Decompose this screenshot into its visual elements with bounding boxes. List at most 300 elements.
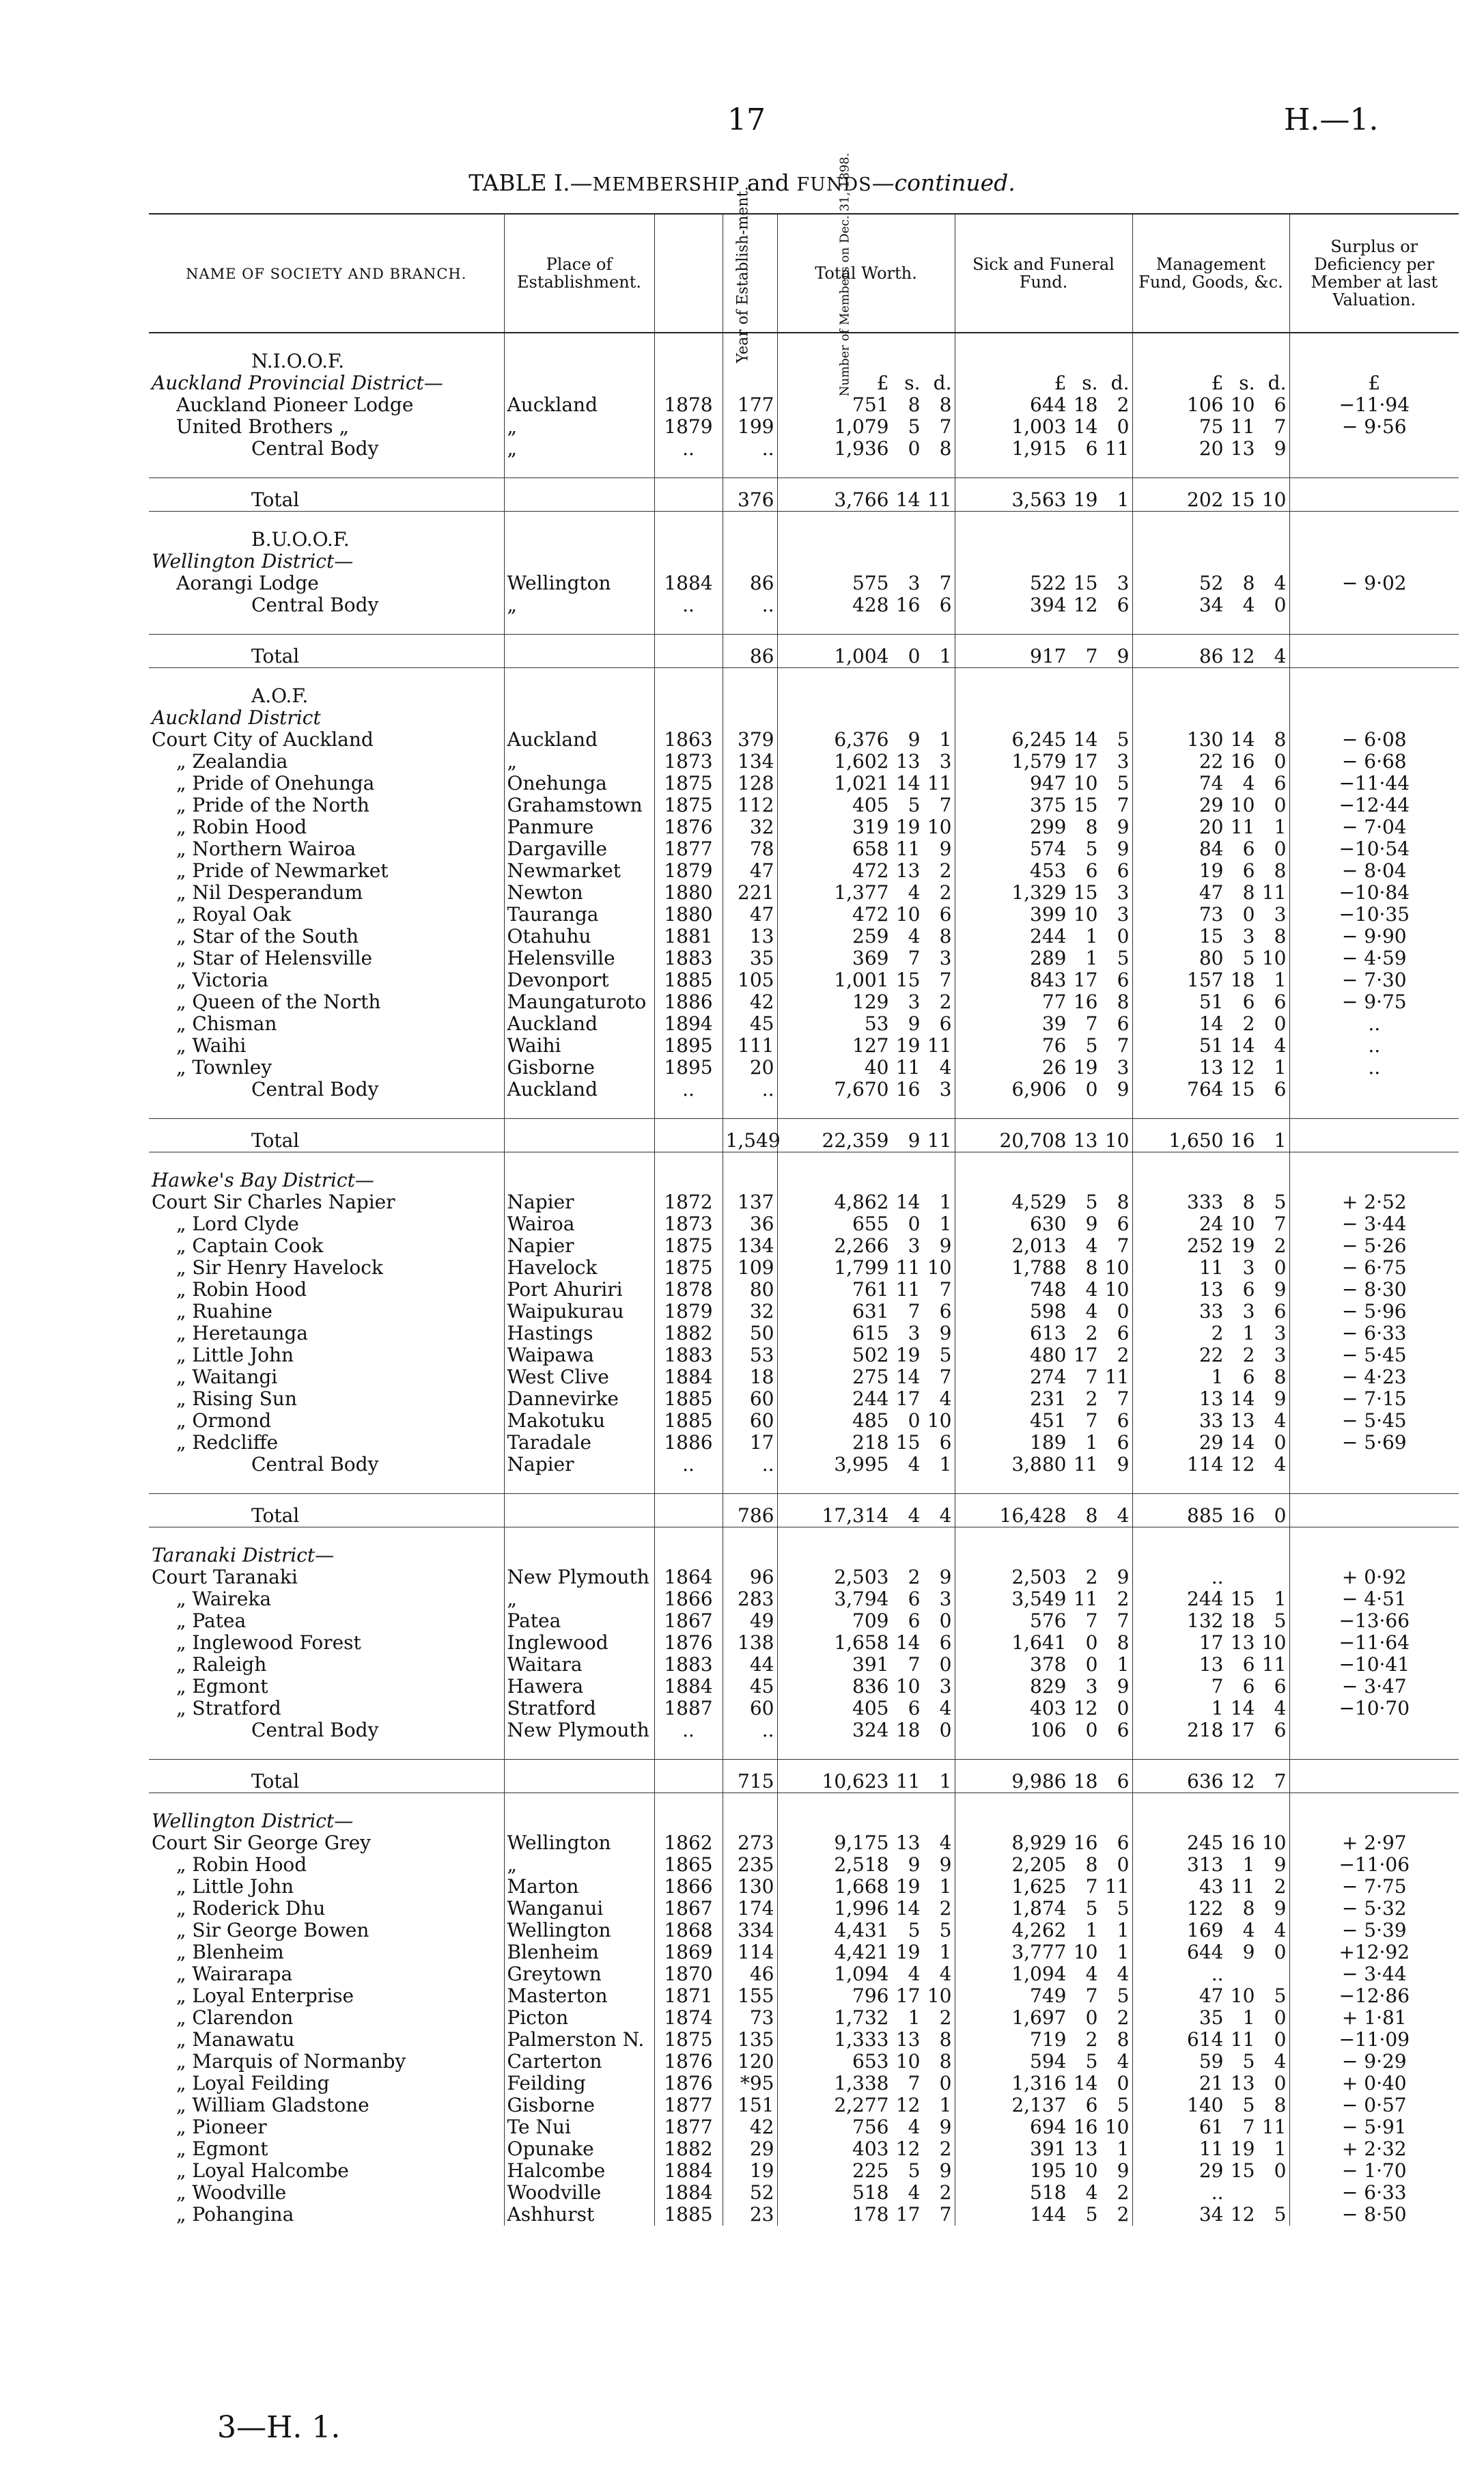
sick-funeral-fund-shillings: 2 xyxy=(1085,1322,1098,1344)
surplus-deficiency: − 4·51 xyxy=(1289,1588,1459,1610)
sick-funeral-fund-shillings: 9 xyxy=(1085,1213,1098,1235)
total-row xyxy=(149,478,1459,511)
management-fund-shillings: 8 xyxy=(1242,1897,1255,1920)
total-worth xyxy=(777,1410,955,1432)
total-row xyxy=(149,1493,1459,1527)
total-worth-pounds: 7,670 xyxy=(834,1078,889,1101)
total-worth-sum-pence: 4 xyxy=(939,1504,952,1527)
management-fund-pence: 10 xyxy=(1261,1631,1287,1654)
total-worth xyxy=(777,1676,955,1698)
management-fund-pence: 6 xyxy=(1274,1078,1287,1101)
surplus-deficiency: + 2·32 xyxy=(1289,2138,1459,2160)
sick-funeral-fund-pence: 9 xyxy=(1117,1566,1130,1588)
management-fund-pounds: 84 xyxy=(1199,838,1224,860)
place: Devonport xyxy=(504,969,654,991)
members: 20 xyxy=(723,1057,777,1079)
sick-funeral-fund xyxy=(955,1920,1132,1941)
management-fund-pence: 4 xyxy=(1274,1453,1287,1476)
management-fund-pence: 4 xyxy=(1274,1034,1287,1057)
total-worth-shillings: 4 xyxy=(908,925,921,947)
total-worth-pounds: 2,503 xyxy=(834,1566,889,1588)
management-fund xyxy=(1132,394,1289,416)
sick-funeral-fund-pence: 2 xyxy=(1117,2006,1130,2029)
total-worth xyxy=(777,1454,955,1476)
management-fund-pounds: 20 xyxy=(1199,437,1224,460)
sick-funeral-fund-shillings: 10 xyxy=(1073,772,1098,794)
total-worth-pence: 10 xyxy=(927,1984,952,2007)
sick-funeral-fund xyxy=(955,1235,1132,1257)
total-worth-pounds: 324 xyxy=(852,1719,889,1741)
members: 45 xyxy=(723,1676,777,1698)
management-fund-shillings: 1 xyxy=(1242,1853,1255,1876)
total-worth-shillings: 6 xyxy=(908,1609,921,1632)
total-worth-sum-pounds: 22,359 xyxy=(822,1129,889,1152)
total-worth xyxy=(777,1920,955,1941)
sick-funeral-fund-shillings: 5 xyxy=(1085,838,1098,860)
place: Masterton xyxy=(504,1985,654,2007)
year: 1887 xyxy=(654,1698,723,1719)
total-mgmt-sum-pence: 4 xyxy=(1274,644,1287,667)
table-row xyxy=(149,816,1459,838)
surplus-deficiency: −11·94 xyxy=(1289,394,1459,416)
total-worth-sum xyxy=(777,478,955,511)
management-fund-pounds: 13 xyxy=(1199,1653,1224,1676)
sick-funeral-fund-pounds: 644 xyxy=(1030,393,1067,416)
total-worth-shillings: 15 xyxy=(895,969,921,991)
district-name: Taranaki District— xyxy=(152,1544,335,1566)
sick-funeral-fund xyxy=(955,1876,1132,1898)
management-fund xyxy=(1132,2138,1289,2160)
sick-funeral-fund-pounds: 3,777 xyxy=(1011,1941,1067,1963)
total-worth-pence: 10 xyxy=(927,1256,952,1279)
management-fund-shillings: 16 xyxy=(1230,750,1255,773)
total-worth-pounds: 178 xyxy=(852,2203,889,2226)
total-worth xyxy=(777,2029,955,2051)
year: 1868 xyxy=(654,1920,723,1941)
sick-funeral-fund-pence: 0 xyxy=(1117,1300,1130,1323)
management-fund xyxy=(1132,926,1289,947)
management-fund-pounds: 35 xyxy=(1199,2006,1224,2029)
management-fund xyxy=(1132,1432,1289,1454)
management-fund-shillings: 18 xyxy=(1230,1609,1255,1632)
total-worth-pounds: 1,996 xyxy=(834,1897,889,1920)
sick-funeral-fund-pence: 11 xyxy=(1104,1875,1130,1898)
branch-name: „ Pride of the North xyxy=(176,794,369,816)
place: Maungaturoto xyxy=(504,991,654,1013)
sick-funeral-fund xyxy=(955,1410,1132,1432)
sick-funeral-fund xyxy=(955,1035,1132,1057)
management-fund-pence: 5 xyxy=(1274,2203,1287,2226)
total-worth xyxy=(777,816,955,838)
sick-funeral-fund-pounds: 2,205 xyxy=(1011,1853,1067,1876)
total-sick-sum-pence: 10 xyxy=(1104,1129,1130,1152)
sick-funeral-fund-pounds: 1,094 xyxy=(1011,1963,1067,1985)
total-worth-pence: 2 xyxy=(939,881,952,904)
year: 1884 xyxy=(654,2182,723,2204)
sick-funeral-fund-pence: 4 xyxy=(1117,2050,1130,2073)
total-worth-pence: 7 xyxy=(939,794,952,816)
management-fund-pence xyxy=(1255,2182,1287,2204)
total-worth-sum-shillings: 14 xyxy=(895,488,921,511)
members: 174 xyxy=(723,1898,777,1920)
members: 49 xyxy=(723,1610,777,1632)
sick-funeral-fund-pounds: 195 xyxy=(1030,2159,1067,2182)
management-fund-pounds: 29 xyxy=(1199,794,1224,816)
society-heading-row xyxy=(149,350,1459,372)
sick-funeral-fund-pence: 0 xyxy=(1117,925,1130,947)
year: 1874 xyxy=(654,2007,723,2029)
sick-funeral-fund-shillings: 6 xyxy=(1085,2094,1098,2116)
management-fund-shillings: 10 xyxy=(1230,1213,1255,1235)
total-worth xyxy=(777,926,955,947)
place: Napier xyxy=(504,1454,654,1476)
place: „ xyxy=(504,751,654,773)
management-fund-pence: 8 xyxy=(1274,2094,1287,2116)
table-row xyxy=(149,2182,1459,2204)
sick-funeral-fund xyxy=(955,882,1132,904)
branch-name: „ Victoria xyxy=(176,969,268,991)
total-worth-pounds: 1,094 xyxy=(834,1963,889,1985)
total-worth xyxy=(777,1432,955,1454)
members: 130 xyxy=(723,1876,777,1898)
col-year: Year of Establish-ment. xyxy=(654,214,723,333)
sick-funeral-fund xyxy=(955,1323,1132,1344)
society-name: B.U.O.O.F. xyxy=(251,528,350,551)
members: 78 xyxy=(723,838,777,860)
total-worth-shillings: 5 xyxy=(908,794,921,816)
members: 111 xyxy=(723,1035,777,1057)
total-worth-pounds: 428 xyxy=(852,594,889,616)
management-fund-shillings: 17 xyxy=(1230,1719,1255,1741)
management-fund-pence: 7 xyxy=(1274,415,1287,438)
total-mgmt-sum xyxy=(1132,634,1289,667)
total-worth-shillings: 19 xyxy=(895,1344,921,1366)
management-fund xyxy=(1132,1698,1289,1719)
members: 13 xyxy=(723,926,777,947)
sick-funeral-fund-shillings: 16 xyxy=(1073,2116,1098,2138)
place: Wellington xyxy=(504,572,654,594)
total-worth-pounds: 472 xyxy=(852,903,889,926)
total-worth-shillings: 4 xyxy=(908,881,921,904)
management-fund-shillings: 11 xyxy=(1230,816,1255,838)
surplus-deficiency: + 0·40 xyxy=(1289,2073,1459,2094)
surplus-deficiency: −13·66 xyxy=(1289,1610,1459,1632)
management-fund-pounds: 20 xyxy=(1199,816,1224,838)
total-worth xyxy=(777,1719,955,1741)
total-worth xyxy=(777,1388,955,1410)
place: Auckland xyxy=(504,1079,654,1101)
place: Hastings xyxy=(504,1323,654,1344)
management-fund xyxy=(1132,1832,1289,1854)
management-fund-pounds: 252 xyxy=(1187,1234,1224,1257)
sick-funeral-fund xyxy=(955,1566,1132,1588)
members: 80 xyxy=(723,1279,777,1301)
total-worth-pence: 0 xyxy=(939,2072,952,2094)
surplus-deficiency: −11·64 xyxy=(1289,1632,1459,1654)
management-fund-shillings: 14 xyxy=(1230,728,1255,751)
table-row xyxy=(149,1854,1459,1876)
management-fund xyxy=(1132,2094,1289,2116)
management-fund xyxy=(1132,751,1289,773)
year: 1880 xyxy=(654,904,723,926)
total-worth xyxy=(777,394,955,416)
total-worth-shillings: 13 xyxy=(895,1831,921,1854)
total-sick-sum xyxy=(955,1493,1132,1527)
total-worth-pence: 9 xyxy=(939,1853,952,1876)
total-worth xyxy=(777,1654,955,1676)
management-fund-pence: 3 xyxy=(1274,1344,1287,1366)
management-fund-pounds: 24 xyxy=(1199,1213,1224,1235)
branch-name: „ Marquis of Normanby xyxy=(176,2050,406,2073)
management-fund-pounds: 52 xyxy=(1199,572,1224,594)
year: 1877 xyxy=(654,838,723,860)
total-worth-pence: 3 xyxy=(939,750,952,773)
total-worth xyxy=(777,1323,955,1344)
sick-funeral-fund-pounds: 594 xyxy=(1030,2050,1067,2073)
management-fund-shillings: 3 xyxy=(1242,1300,1255,1323)
total-worth-pence: 2 xyxy=(939,991,952,1013)
col-management: Management Fund, Goods, &c. xyxy=(1132,214,1289,333)
management-fund-shillings: 6 xyxy=(1242,1653,1255,1676)
management-fund-pounds: 47 xyxy=(1199,881,1224,904)
spacer-row xyxy=(149,616,1459,634)
total-worth-shillings: 13 xyxy=(895,859,921,882)
management-fund xyxy=(1132,1257,1289,1279)
table-row xyxy=(149,1920,1459,1941)
sick-funeral-fund-pounds: 189 xyxy=(1030,1431,1067,1454)
sick-funeral-fund xyxy=(955,991,1132,1013)
sick-funeral-fund xyxy=(955,1388,1132,1410)
management-fund-pounds: 169 xyxy=(1187,1919,1224,1941)
sick-funeral-fund-pence: 8 xyxy=(1117,2028,1130,2051)
total-mgmt-sum-pence: 0 xyxy=(1274,1504,1287,1527)
total-worth-pence: 7 xyxy=(939,2203,952,2226)
branch-name: Aorangi Lodge xyxy=(176,572,319,594)
management-fund xyxy=(1132,1610,1289,1632)
members: 60 xyxy=(723,1698,777,1719)
total-row xyxy=(149,1759,1459,1793)
sick-funeral-fund-pounds: 403 xyxy=(1030,1697,1067,1719)
sick-funeral-fund-pounds: 4,529 xyxy=(1011,1191,1067,1213)
surplus-deficiency: − 5·39 xyxy=(1289,1920,1459,1941)
branch-name: „ Raleigh xyxy=(176,1653,267,1676)
total-mgmt-sum xyxy=(1132,1493,1289,1527)
total-worth xyxy=(777,1035,955,1057)
year: 1885 xyxy=(654,2204,723,2226)
members: 273 xyxy=(723,1832,777,1854)
place: Stratford xyxy=(504,1698,654,1719)
place: Newton xyxy=(504,882,654,904)
sick-funeral-fund xyxy=(955,2029,1132,2051)
total-mgmt-sum-shillings: 12 xyxy=(1230,1769,1255,1793)
sick-funeral-fund-pence: 8 xyxy=(1117,1631,1130,1654)
sick-funeral-fund-pence: 7 xyxy=(1117,794,1130,816)
sick-funeral-fund xyxy=(955,1454,1132,1476)
sick-funeral-fund-pounds: 76 xyxy=(1041,1034,1067,1057)
place: Helensville xyxy=(504,947,654,969)
total-sick-sum-pence: 6 xyxy=(1117,1769,1130,1793)
total-members: 86 xyxy=(723,634,777,667)
total-worth xyxy=(777,947,955,969)
table-row xyxy=(149,1985,1459,2007)
management-fund-pence: 3 xyxy=(1274,903,1287,926)
unit-label: £ xyxy=(1054,372,1067,394)
sick-funeral-fund xyxy=(955,594,1132,616)
members: 134 xyxy=(723,751,777,773)
place: Picton xyxy=(504,2007,654,2029)
place: Panmure xyxy=(504,816,654,838)
management-fund-pounds: 61 xyxy=(1199,2116,1224,2138)
total-worth-pounds: 40 xyxy=(864,1056,889,1079)
year: 1884 xyxy=(654,2160,723,2182)
sick-funeral-fund-pence: 1 xyxy=(1117,2137,1130,2160)
branch-name: „ Clarendon xyxy=(176,2006,294,2029)
sick-funeral-fund xyxy=(955,1898,1132,1920)
sick-funeral-fund-pence: 9 xyxy=(1117,1675,1130,1698)
surplus-deficiency xyxy=(1289,1454,1459,1476)
total-mgmt-sum-shillings: 15 xyxy=(1230,488,1255,511)
place: Auckland xyxy=(504,1013,654,1035)
management-fund-pence: 6 xyxy=(1274,991,1287,1013)
total-worth-sum xyxy=(777,1118,955,1152)
sick-funeral-fund xyxy=(955,1719,1132,1741)
place: Hawera xyxy=(504,1676,654,1698)
sick-funeral-fund-pence: 9 xyxy=(1117,1078,1130,1101)
total-worth-pence: 4 xyxy=(939,1831,952,1854)
total-worth-pence: 9 xyxy=(939,2159,952,2182)
place: Taradale xyxy=(504,1432,654,1454)
district-heading-row xyxy=(149,1170,1459,1191)
year: 1877 xyxy=(654,2094,723,2116)
sick-funeral-fund-shillings: 5 xyxy=(1085,1034,1098,1057)
sick-funeral-fund-pounds: 518 xyxy=(1030,2181,1067,2204)
sick-funeral-fund-pounds: 378 xyxy=(1030,1653,1067,1676)
total-worth-pence: 7 xyxy=(939,572,952,594)
management-fund-shillings: 11 xyxy=(1230,2028,1255,2051)
management-fund-pounds: 15 xyxy=(1199,925,1224,947)
total-mgmt-sum-pounds: 86 xyxy=(1199,644,1224,667)
place: „ xyxy=(504,416,654,438)
branch-name: „ Egmont xyxy=(176,1675,268,1698)
management-fund xyxy=(1132,1213,1289,1235)
sick-funeral-fund-shillings: 0 xyxy=(1085,1631,1098,1654)
total-worth-pounds: 259 xyxy=(852,925,889,947)
year: 1864 xyxy=(654,1566,723,1588)
members: 47 xyxy=(723,860,777,882)
surplus-deficiency: − 8·50 xyxy=(1289,2204,1459,2226)
total-worth-pence: 8 xyxy=(939,2050,952,2073)
management-fund-shillings xyxy=(1224,1963,1255,1985)
members: 52 xyxy=(723,2182,777,2204)
management-fund-pounds: 34 xyxy=(1199,2203,1224,2226)
table-row xyxy=(149,1941,1459,1963)
management-fund-pence: 9 xyxy=(1274,437,1287,460)
table-row xyxy=(149,1676,1459,1698)
total-worth-pounds: 615 xyxy=(852,1322,889,1344)
sick-funeral-fund-pounds: 453 xyxy=(1030,859,1067,882)
total-worth-pence: 7 xyxy=(939,1366,952,1388)
table-row xyxy=(149,2160,1459,2182)
place: „ xyxy=(504,594,654,616)
total-worth-pounds: 653 xyxy=(852,2050,889,2073)
place: New Plymouth xyxy=(504,1719,654,1741)
management-fund-pounds: 74 xyxy=(1199,772,1224,794)
members: 46 xyxy=(723,1963,777,1985)
management-fund xyxy=(1132,1941,1289,1963)
surplus-deficiency: + 2·52 xyxy=(1289,1191,1459,1213)
sick-funeral-fund-pounds: 299 xyxy=(1030,816,1067,838)
table-row xyxy=(149,969,1459,991)
table-row xyxy=(149,1719,1459,1741)
total-worth-pounds: 1,333 xyxy=(834,2028,889,2051)
sick-funeral-fund xyxy=(955,1257,1132,1279)
sick-funeral-fund-pounds: 947 xyxy=(1030,772,1067,794)
total-sick-sum xyxy=(955,634,1132,667)
total-worth-pence: 4 xyxy=(939,1963,952,1985)
sick-funeral-fund-pounds: 231 xyxy=(1030,1387,1067,1410)
sick-funeral-fund-shillings: 14 xyxy=(1073,2072,1098,2094)
sick-funeral-fund-pounds: 719 xyxy=(1030,2028,1067,2051)
place: Te Nui xyxy=(504,2116,654,2138)
place: Napier xyxy=(504,1191,654,1213)
total-worth-pounds: 658 xyxy=(852,838,889,860)
total-worth-shillings: 14 xyxy=(895,772,921,794)
management-fund xyxy=(1132,1654,1289,1676)
total-worth-pounds: 709 xyxy=(852,1609,889,1632)
surplus-deficiency: −10·41 xyxy=(1289,1654,1459,1676)
year: 1883 xyxy=(654,947,723,969)
total-worth xyxy=(777,1985,955,2007)
table-row xyxy=(149,1235,1459,1257)
total-worth-pounds: 518 xyxy=(852,2181,889,2204)
total-worth xyxy=(777,1257,955,1279)
management-fund-pounds: 13 xyxy=(1199,1056,1224,1079)
surplus-deficiency: − 1·70 xyxy=(1289,2160,1459,2182)
year: 1866 xyxy=(654,1876,723,1898)
management-fund xyxy=(1132,416,1289,438)
management-fund-pence: 0 xyxy=(1274,794,1287,816)
members: 73 xyxy=(723,2007,777,2029)
place: Otahuhu xyxy=(504,926,654,947)
sick-funeral-fund-pence: 1 xyxy=(1117,1941,1130,1963)
management-fund-pounds: 75 xyxy=(1199,415,1224,438)
sick-funeral-fund xyxy=(955,1698,1132,1719)
management-fund-pence: 4 xyxy=(1274,1697,1287,1719)
sick-funeral-fund xyxy=(955,2073,1132,2094)
sick-funeral-fund-pounds: 2,137 xyxy=(1011,2094,1067,2116)
table-row xyxy=(149,1323,1459,1344)
year: 1879 xyxy=(654,416,723,438)
total-worth-pounds: 1,732 xyxy=(834,2006,889,2029)
year: 1875 xyxy=(654,794,723,816)
total-worth-pence: 1 xyxy=(939,728,952,751)
total-mgmt-sum-shillings: 12 xyxy=(1230,644,1255,667)
management-fund-shillings: 6 xyxy=(1242,991,1255,1013)
sick-funeral-fund-shillings: 13 xyxy=(1073,2137,1098,2160)
total-worth-pence: 11 xyxy=(927,1034,952,1057)
management-fund-pounds: .. xyxy=(1211,2181,1224,2204)
total-mgmt-sum-pence: 10 xyxy=(1261,488,1287,511)
members: .. xyxy=(723,1454,777,1476)
place: Wellington xyxy=(504,1832,654,1854)
management-fund-pounds: 33 xyxy=(1199,1409,1224,1432)
sick-funeral-fund-shillings: 1 xyxy=(1085,925,1098,947)
management-fund xyxy=(1132,882,1289,904)
total-worth-shillings: 17 xyxy=(895,1984,921,2007)
management-fund-pounds: 333 xyxy=(1187,1191,1224,1213)
sick-funeral-fund-pounds: 1,625 xyxy=(1011,1875,1067,1898)
total-worth-pounds: 575 xyxy=(852,572,889,594)
